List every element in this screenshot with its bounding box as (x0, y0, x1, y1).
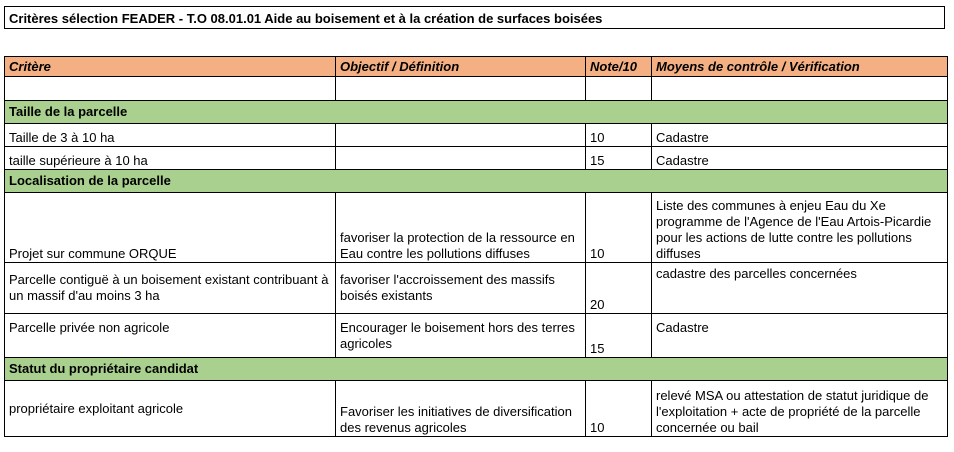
header-objectif: Objectif / Définition (336, 57, 586, 77)
cell-note: 15 (586, 147, 652, 170)
empty-row (5, 77, 948, 101)
cell-moyens: Liste des communes à enjeu Eau du Xe programme de l'Agence de l'Eau Artois-Picardie pour les actions de lutte contre les pollutions diffuses (652, 193, 948, 263)
table-header-row (5, 57, 948, 77)
cell-moyens: Cadastre (652, 124, 948, 147)
cell-note: 15 (586, 314, 652, 358)
document-title: Critères sélection FEADER - T.O 08.01.01 Aide au boisement et à la création de surfaces boisées (9, 11, 603, 26)
cell-note: 10 (586, 381, 652, 437)
criteria-table (4, 56, 948, 437)
cell-critere: propriétaire exploitant agricole (5, 381, 336, 437)
cell-critere: taille supérieure à 10 ha (5, 147, 336, 170)
cell-note: 10 (586, 193, 652, 263)
table-row (5, 381, 948, 437)
cell-critere: Parcelle privée non agricole (5, 314, 336, 358)
cell-moyens: Cadastre (652, 147, 948, 170)
document-title-box (4, 6, 945, 29)
table-row (5, 263, 948, 314)
header-moyens: Moyens de contrôle / Vérification (652, 57, 948, 77)
section-title: Localisation de la parcelle (5, 170, 948, 193)
cell-moyens: relevé MSA ou attestation de statut juridique de l'exploitation + acte de propriété de la parcelle concernée ou bail (652, 381, 948, 437)
cell-note: 10 (586, 124, 652, 147)
section-row-localisation (5, 170, 948, 193)
cell-moyens: cadastre des parcelles concernées (652, 263, 948, 314)
cell-objectif (336, 124, 586, 147)
cell-critere: Parcelle contiguë à un boisement existant contribuant à un massif d'au moins 3 ha (5, 263, 336, 314)
cell-moyens: Cadastre (652, 314, 948, 358)
table-row (5, 147, 948, 170)
section-row-statut (5, 358, 948, 381)
section-row-taille (5, 101, 948, 124)
cell-objectif: favoriser la protection de la ressource en Eau contre les pollutions diffuses (336, 193, 586, 263)
cell-objectif: Favoriser les initiatives de diversification des revenus agricoles (336, 381, 586, 437)
cell-objectif: favoriser l'accroissement des massifs boisés existants (336, 263, 586, 314)
cell-critere: Projet sur commune ORQUE (5, 193, 336, 263)
header-note: Note/10 (586, 57, 652, 77)
section-title: Statut du propriétaire candidat (5, 358, 948, 381)
table-row (5, 124, 948, 147)
section-title: Taille de la parcelle (5, 101, 948, 124)
table-row (5, 314, 948, 358)
header-critere: Critère (5, 57, 336, 77)
cell-objectif: Encourager le boisement hors des terres agricoles (336, 314, 586, 358)
cell-critere: Taille de 3 à 10 ha (5, 124, 336, 147)
cell-note: 20 (586, 263, 652, 314)
table-row (5, 193, 948, 263)
cell-objectif (336, 147, 586, 170)
